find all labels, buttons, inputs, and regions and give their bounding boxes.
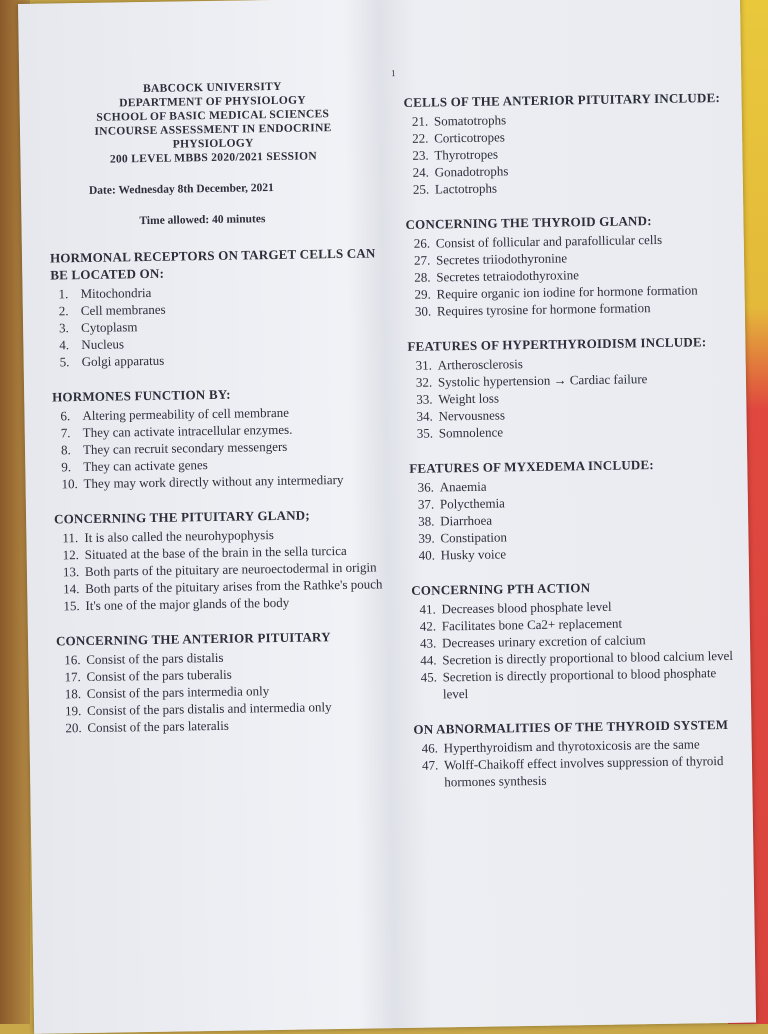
question-text: Lactotrophs <box>434 180 498 197</box>
question-text: Somatotrophs <box>433 112 507 129</box>
question-number: 20. <box>65 720 82 736</box>
time-allowed: Time allowed: 40 minutes <box>139 213 266 228</box>
question-number: 2. <box>58 303 69 319</box>
section-heading: CONCERNING PTH ACTION <box>411 580 591 598</box>
section-heading: FEATURES OF MYXEDEMA INCLUDE: <box>409 457 654 476</box>
question-text: Both parts of the pituitary are neuroectodermal in origin <box>84 559 377 580</box>
question-number: 23. <box>412 147 429 163</box>
question-number: 31. <box>415 357 433 373</box>
question-text: Altering permeability of cell membrane <box>82 404 290 424</box>
question-number: 41. <box>419 601 436 617</box>
question-number: 6. <box>60 408 71 424</box>
question-text: Facilitates bone Ca2+ replacement <box>441 615 623 634</box>
question-list <box>54 524 385 614</box>
left-sections <box>50 244 388 736</box>
question-list <box>408 352 739 442</box>
question-text: Hyperthyroidism and thyrotoxicosis are the same <box>443 736 700 756</box>
question-text: Husky voice <box>440 546 507 563</box>
question-number: 34. <box>416 408 433 424</box>
question-number: 12. <box>62 547 80 563</box>
question-text: Polycthemia <box>439 495 506 512</box>
section-heading: HORMONAL RECEPTORS ON TARGET CELLS CAN BE LOCATED ON: <box>49 245 376 283</box>
question-number: 43. <box>419 635 437 651</box>
question-number: 10. <box>61 476 78 492</box>
question-text: They can activate genes <box>83 457 208 475</box>
question-number: 47. <box>421 757 439 773</box>
question-text: Anaemia <box>439 478 487 495</box>
question-text: They can recruit secondary messengers <box>82 438 288 458</box>
question-text: Secretes triiodothyronine <box>435 250 568 268</box>
header-line: INCOURSE ASSESSMENT IN ENDOCRINE <box>94 122 332 138</box>
question-number: 22. <box>412 130 429 146</box>
question-text: Consist of the pars distalis and intermedia only <box>86 699 332 719</box>
header-line: SCHOOL OF BASIC MEDICAL SCIENCES <box>96 108 330 124</box>
question-text: Requires tyrosine for hormone formation <box>436 300 651 319</box>
question-text: Systolic hypertension → Cardiac failure <box>437 371 648 390</box>
right-sections <box>403 89 744 791</box>
question-number: 7. <box>60 425 71 441</box>
section-heading: CELLS OF THE ANTERIOR PITUITARY INCLUDE: <box>403 89 721 110</box>
question-text: Diarrhoea <box>440 512 493 529</box>
section-heading: CONCERNING THE THYROID GLAND: <box>405 213 652 232</box>
question-text: Nervousness <box>438 407 506 424</box>
question-list <box>56 646 387 736</box>
question-number: 8. <box>60 442 71 458</box>
question-number: 11. <box>62 530 79 546</box>
question-number: 37. <box>417 496 435 512</box>
question-number: 28. <box>414 269 431 285</box>
question-list <box>411 596 743 703</box>
section-heading: FEATURES OF HYPERTHYROIDISM INCLUDE: <box>407 334 707 354</box>
question-text: Consist of the pars distalis <box>86 649 224 668</box>
header-line: 200 LEVEL MBBS 2020/2021 SESSION <box>109 150 318 166</box>
question-number: 42. <box>419 618 437 634</box>
question-number: 4. <box>59 337 70 353</box>
question-number: 26. <box>413 235 431 251</box>
question-number: 30. <box>414 303 432 319</box>
question-text: Situated at the base of the brain in the sella turcica <box>84 542 347 563</box>
question-item <box>412 664 742 703</box>
question-text: Wolff-Chaikoff effect involves suppression of thyroid hormones synthesis <box>443 753 724 790</box>
question-text: Constipation <box>440 529 508 546</box>
exam-paper <box>18 0 756 1034</box>
question-text: Weight loss <box>438 390 500 407</box>
question-text: Gonadotrophs <box>434 163 509 180</box>
question-number: 38. <box>418 513 435 529</box>
question-number: 3. <box>58 320 69 336</box>
question-text: Nucleus <box>81 336 125 353</box>
question-number: 32. <box>415 374 433 390</box>
left-column <box>47 78 387 736</box>
question-number: 5. <box>59 354 70 370</box>
header-line: PHYSIOLOGY <box>172 137 254 151</box>
question-text: Golgi apparatus <box>81 352 165 370</box>
question-list <box>52 402 383 492</box>
section-heading: CONCERNING THE ANTERIOR PITUITARY <box>55 629 331 649</box>
question-number: 44. <box>420 652 437 668</box>
question-text: It is also called the neurohypophysis <box>84 527 275 546</box>
question-text: Mitochondria <box>80 284 152 302</box>
question-text: Secretion is directly proportional to blood calcium level <box>442 647 734 668</box>
question-number: 1. <box>58 286 69 302</box>
question-list <box>406 230 737 320</box>
question-text: Both parts of the pituitary arises from the Rathke's pouch <box>85 576 383 597</box>
question-text: It's one of the major glands of the body <box>85 594 290 614</box>
question-number: 35. <box>416 425 434 441</box>
exam-header <box>47 78 378 167</box>
question-text: Consist of the pars intermedia only <box>86 683 270 702</box>
right-column <box>403 71 744 791</box>
question-number: 27. <box>413 252 431 268</box>
question-number: 24. <box>412 164 430 180</box>
question-number: 39. <box>418 530 435 546</box>
question-number: 15. <box>63 598 80 614</box>
question-number: 45. <box>420 669 437 685</box>
question-text: Corticotropes <box>434 129 506 146</box>
question-text: Somnolence <box>438 424 504 441</box>
question-number: 46. <box>421 740 439 756</box>
question-text: Secretion is directly proportional to blood phosphate level <box>442 665 717 702</box>
question-number: 18. <box>64 686 82 702</box>
question-list <box>414 735 745 791</box>
question-number: 40. <box>418 547 436 563</box>
question-text: Decreases blood phosphate level <box>441 598 612 617</box>
question-number: 36. <box>417 479 435 495</box>
question-number: 14. <box>63 581 80 597</box>
header-line: BABCOCK UNIVERSITY <box>142 80 282 96</box>
question-text: Consist of the pars lateralis <box>87 717 230 735</box>
question-number: 29. <box>414 286 431 302</box>
page-number: 1 <box>391 68 396 79</box>
section-heading: CONCERNING THE PITUITARY GLAND; <box>53 507 310 527</box>
question-text: Cytoplasm <box>80 319 138 336</box>
question-number: 25. <box>412 181 430 197</box>
question-list <box>404 108 735 198</box>
header-line: DEPARTMENT OF PHYSIOLOGY <box>119 94 307 110</box>
question-number: 33. <box>416 391 433 407</box>
question-text: They may work directly without any intermediary <box>83 471 344 492</box>
question-number: 17. <box>64 669 81 685</box>
section-heading: HORMONES FUNCTION BY: <box>52 386 231 405</box>
question-number: 13. <box>62 564 80 580</box>
question-text: Cell membranes <box>80 301 166 319</box>
question-item <box>414 752 744 791</box>
question-text: Consist of the pars tuberalis <box>86 666 232 685</box>
question-list <box>410 474 741 564</box>
question-text: Decreases urinary excretion of calcium <box>441 632 646 651</box>
section-heading: ON ABNORMALITIES OF THE THYROID SYSTEM <box>413 716 729 737</box>
question-text: Secretes tetraiodothyroxine <box>436 267 580 285</box>
exam-date: Date: Wednesday 8th December, 2021 <box>88 182 274 197</box>
question-number: 21. <box>411 113 429 129</box>
question-text: Thyrotropes <box>434 146 499 163</box>
question-number: 9. <box>61 459 72 475</box>
question-number: 16. <box>64 652 81 668</box>
question-text: They can activate intracellular enzymes. <box>82 421 293 441</box>
question-text: Require organic ion iodine for hormone formation <box>436 282 698 302</box>
question-text: Consist of follicular and parafollicular cells <box>435 231 663 251</box>
question-text: Artherosclerosis <box>437 356 524 373</box>
question-number: 19. <box>64 703 82 719</box>
question-list <box>50 280 381 370</box>
